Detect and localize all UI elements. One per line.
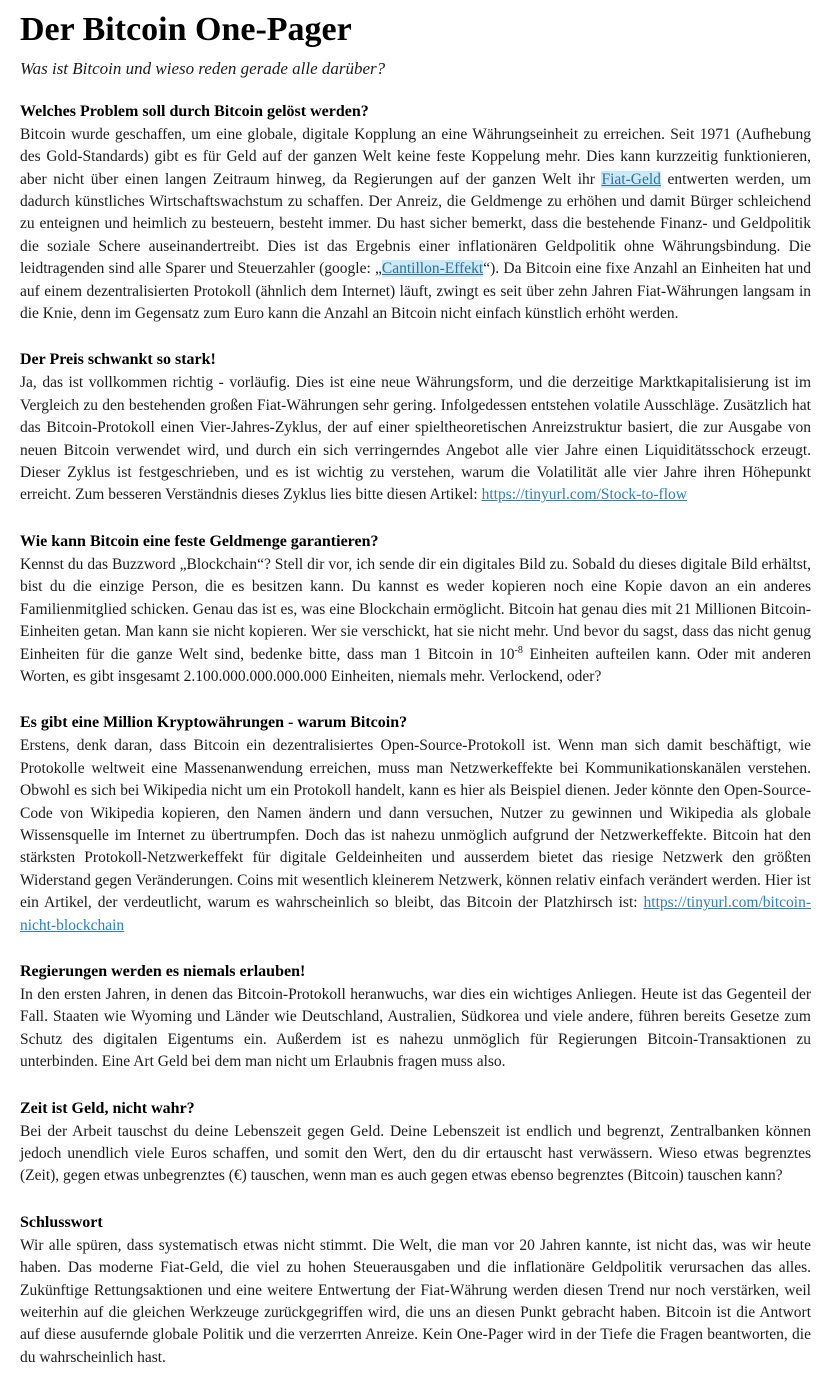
section-zeit-ist-geld	[20, 1100, 811, 1188]
section-heading-problem: Welches Problem soll durch Bitcoin gelöst werden?	[20, 102, 369, 120]
section-problem	[20, 103, 811, 326]
section-paragraph-preis	[20, 372, 811, 506]
text-run: entwerten werden, um dadurch künstliches Wirtschaftswachstum zu schaffen. Der Anreiz, die Geldmenge zu erhöhen und damit Bürger schleichend zu enteignen und heimlich zu besteuern, besteht immer. Du hast sicher bemerkt, dass die bestehende Finanz- und Geldpolitik die soziale Schere auseinandertreibt. Dies ist das Ergebnis einer inflationären Geldpolitik ohne Währungsbindung. Die leidtragenden sind alle Sparer und Steuerzahler (google: „	[20, 170, 812, 278]
text-run: Kennst du das Buzzword „Blockchain“? Stell dir vor, ich sende dir ein digitales Bild zu. Sobald du dieses digitale Bild erhältst, bist du die einzige Person, die es besitzen kann. Du kannst es weder kopieren noch eine Kopie davon an ein anderes Familienmitglied schicken. Genau das ist es, was eine Blockchain ermöglicht. Bitcoin hat genau dies mit 21 Millionen Bitcoin-Einheiten getan. Man kann sie nicht kopieren. Wer sie verschickt, hat sie nicht mehr. Und bevor du sagst, dass das nicht genug Einheiten für die ganze Welt sind, bedenke bitte, dass man 1 Bitcoin in 10	[20, 555, 811, 663]
section-paragraph-schlusswort	[20, 1235, 811, 1369]
section-paragraph-problem	[20, 124, 811, 326]
section-schlusswort	[20, 1214, 811, 1369]
section-heading-regierungen: Regierungen werden es niemals erlauben!	[20, 962, 306, 980]
text-run: Bitcoin wurde geschaffen, um eine globale, digitale Kopplung an eine Währungseinheit zu erreichen. Seit 1971 (Aufhebung des Gold-Standards) gibt es für Geld auf der ganzen Welt keine feste Koppelung mehr. Dies kann kurzzeitig funktionieren, aber nicht über einen langen Zeitraum hinweg, da Regierungen auf der ganzen Welt ihr	[20, 125, 811, 188]
section-heading-warum-bitcoin: Es gibt eine Million Kryptowährungen - warum Bitcoin?	[20, 714, 408, 732]
section-geldmenge	[20, 533, 811, 688]
text-run: Wir alle spüren, dass systematisch etwas nicht stimmt. Die Welt, die man vor 20 Jahren kannte, ist nicht das, was wir heute haben. Das moderne Fiat-Geld, die viel zu hohen Steuerausgaben und die inflationäre Geldpolitik verursachen das alles. Zukünftige Rettungsaktionen und eine weitere Entwertung der Fiat-Währung werden diesen Trend nur noch verstärken, weil weiterhin auf die gleichen Werkzeuge zurückgegriffen wird, die uns an diesen Punkt gebracht haben. Bitcoin ist die Antwort auf diese ausufernde globale Politik und die verzerrten Anreize. Kein One-Pager wird in der Tiefe die Fragen beantworten, die du wahrscheinlich hast.	[20, 1236, 811, 1366]
text-run: In den ersten Jahren, in denen das Bitcoin-Protokoll heranwuchs, war dies ein wichtiges Anliegen. Heute ist das Gegenteil der Fall. Staaten wie Wyoming und Länder wie Deutschland, Australien, Südkorea und viele andere, führen bereits Gesetze zum Schutz des digitalen Eigentums ein. Außerdem ist es nahezu unmöglich für Regierungen Bitcoin-Transaktionen zu unterbinden. Eine Art Geld bei dem man nicht um Erlaubnis fragen muss also.	[20, 985, 811, 1071]
sections-container	[20, 103, 811, 1369]
fiat-geld-link[interactable]: Fiat-Geld	[601, 170, 661, 188]
section-preis	[20, 351, 811, 506]
stock-to-flow-link[interactable]: https://tinyurl.com/Stock-to-flow	[481, 486, 687, 504]
text-run: Einheiten aufteilen kann. Oder mit anderen Worten, es gibt insgesamt 2.100.000.000.000.000 Einheiten, niemals mehr. Verlockend, oder?	[20, 645, 811, 685]
section-heading-geldmenge: Wie kann Bitcoin eine feste Geldmenge garantieren?	[20, 532, 379, 550]
section-heading-zeit-ist-geld: Zeit ist Geld, nicht wahr?	[20, 1099, 195, 1117]
text-run: Erstens, denk daran, dass Bitcoin ein dezentralisiertes Open-Source-Protokoll ist. Wenn man sich damit beschäftigt, wie Protokolle weltweit eine Massenanwendung erreichen, muss man Netzwerkeffekte bei Kommunikationskanälen verstehen. Obwohl es sich bei Wikipedia nicht um ein Protokoll handelt, kann es hier als Beispiel dienen. Jeder könnte den Open-Source-Code von Wikipedia kopieren, den Namen ändern und dann versuchen, Nutzer zu gewinnen und Wikipedia als globale Wissensquelle im Internet zu übertrumpfen. Doch das ist nahezu unmöglich aufgrund der Netzwerkeffekte. Bitcoin hat den stärksten Protokoll-Netzwerkeffekt für digitale Geldeinheiten und ausserdem bietet das riesige Netzwerk den größten Widerstand gegen Veränderungen. Coins mit wesentlich kleinerem Netzwerk, können relativ einfach verändert werden. Hier ist ein Artikel, der verdeutlicht, warum es wahrscheinlich so bleibt, das Bitcoin der Platzhirsch ist:	[20, 737, 811, 912]
section-paragraph-zeit-ist-geld	[20, 1121, 811, 1188]
text-run: Ja, das ist vollkommen richtig - vorläufig. Dies ist eine neue Währungsform, und die derzeitige Marktkapitalisierung ist im Vergleich zu den bestehenden großen Fiat-Währungen sehr gering. Infolgedessen entstehen volatile Ausschläge. Zusätzlich hat das Bitcoin-Protokoll einen Vier-Jahres-Zyklus, der auf einer spieltheoretischen Anreizstruktur basiert, die zur Ausgabe von neuen Bitcoin verwendet wird, und durch ein sich verringerndes Angebot alle vier Jahre einen Liquiditätsschock erzeugt. Dieser Zyklus ist festgeschrieben, und es ist wichtig zu verstehen, warum die Volatilität alle vier Jahre ihren Höhepunkt erreicht. Zum besseren Verständnis dieses Zyklus lies bitte diesen Artikel:	[20, 374, 811, 504]
text-run: “). Da Bitcoin eine fixe Anzahl an Einheiten hat und auf einem dezentralisierten Protokoll (ähnlich dem Internet) läuft, zwingt es seit über zehn Jahren Fiat-Währungen langsam in die Knie, denn im Gegensatz zum Euro kann die Anzahl an Bitcoin nicht einfach künstlich erhöht werden.	[20, 260, 811, 323]
page-title: Der Bitcoin One-Pager	[20, 11, 352, 48]
section-regierungen	[20, 963, 811, 1074]
cantillon-effekt-link[interactable]: Cantillon-Effekt	[381, 260, 484, 278]
page-subtitle: Was ist Bitcoin und wieso reden gerade alle darüber?	[20, 58, 386, 78]
section-heading-preis: Der Preis schwankt so stark!	[20, 351, 216, 369]
section-paragraph-regierungen	[20, 984, 811, 1074]
section-paragraph-geldmenge	[20, 554, 811, 688]
exponent: -8	[514, 644, 523, 656]
text-run: Bei der Arbeit tauschst du deine Lebenszeit gegen Geld. Deine Lebenszeit ist endlich und begrenzt, Zentralbanken können jedoch unendlich viele Euros schaffen, und somit den Wert, den du dir ertauscht hast verwässern. Wieso etwas begrenztes (Zeit), gegen etwas unbegrenztes (€) tauschen, wenn man es auch gegen etwas ebenso begrenztes (Bitcoin) tauschen kann?	[20, 1122, 811, 1185]
section-warum-bitcoin	[20, 714, 811, 937]
bitcoin-nicht-blockchain-link[interactable]: https://tinyurl.com/bitcoin-nicht-blockchain	[20, 894, 811, 934]
section-paragraph-warum-bitcoin	[20, 735, 811, 937]
section-heading-schlusswort: Schlusswort	[20, 1213, 103, 1231]
